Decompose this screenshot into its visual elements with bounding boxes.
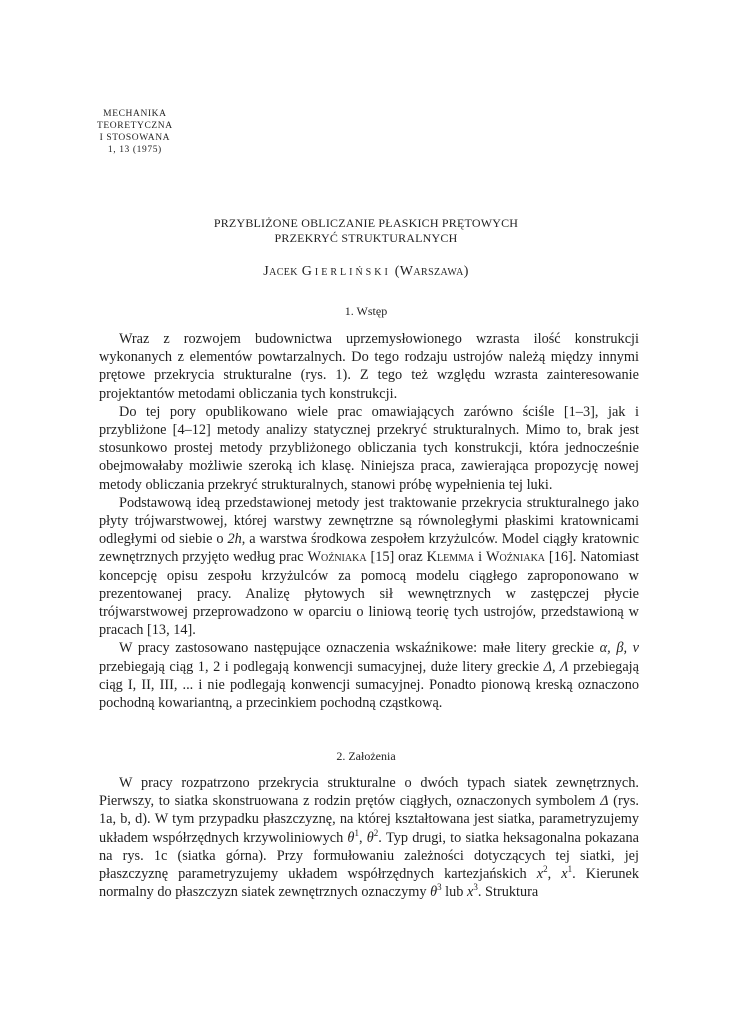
p5-comma: , xyxy=(358,829,367,846)
p5-x-2-sup: 2 xyxy=(543,864,548,875)
paragraph-1: Wraz z rozwojem budownictwa uprzemysłowionego wzrasta ilość konstrukcji wykonanych z elementów powtarzalnych. Do tego rodzaju ustrojów należą między innymi prętowe przekrycia strukturalne (rys. 1). Z tego też względu wzrasta zainteresowanie projektantów metodami obliczania tych konstrukcji. xyxy=(99,331,639,402)
p5-or: lub xyxy=(441,884,468,901)
p3-text-b: , a warstwa środkowa zespołem krzyżulców. Model ciągły kratownic zewnętrznych przyjęto według prac xyxy=(99,531,639,566)
paragraph-3 xyxy=(99,494,639,640)
author-first-name: Jacek xyxy=(263,264,298,279)
journal-name-line2: TEORETYCZNA xyxy=(97,121,173,131)
p3-and: i xyxy=(474,549,486,566)
p5-x-1-sup: 1 xyxy=(567,864,573,875)
p3-ref-15: [15] oraz xyxy=(366,549,427,566)
p5-theta-3-sup: 3 xyxy=(437,882,442,893)
p5-text-c: . Typ drugi, to siatka heksagonalna pokazana na rys. 1c (siatka górna). Przy formułowaniu zależności dotyczących tej siatki, jej płaszczyznę parametryzujemy układem współrzędnych kartezjańskich xyxy=(99,829,639,883)
paragraph-4 xyxy=(99,639,639,712)
p3-text-a: Podstawową ideą przedstawionej metody jest traktowanie przekrycia strukturalnego jako płyty trójwarstwowej, której warstwy zewnętrzne są równoległymi płaskimi kratownicami odległymi od siebie o xyxy=(99,494,639,548)
p4-capital-indices: Δ, Λ xyxy=(543,658,569,675)
p5-theta-2: θ xyxy=(366,829,374,846)
p5-comma-2: , xyxy=(547,866,562,883)
p3-author-wozniak: Woźniaka xyxy=(307,549,367,566)
p5-x-1: x xyxy=(561,866,568,883)
paragraph-5 xyxy=(99,774,639,901)
p3-author-wozniak-2: Woźniaka xyxy=(485,549,546,566)
p4-text-b: przebiegają ciąg 1, 2 i podlegają konwencji sumacyjnej, duże litery greckie xyxy=(99,658,544,675)
paper-title xyxy=(0,216,732,246)
p4-greek-indices: α, β, ν xyxy=(599,640,639,657)
section-1-heading: 1. Wstęp xyxy=(344,304,388,318)
p5-text-e: . Struktura xyxy=(477,884,539,901)
p5-theta-3: θ xyxy=(430,884,438,901)
p5-text-d: . Kierunek normalny do płaszczyzn siatek zewnętrznych oznaczymy xyxy=(99,866,639,901)
p3-text-c: [16]. Natomiast koncepcję opisu zespołu krzyżulców za pomocą modelu ciągłego zaproponowano w prezentowanej pracy. Analizę płytowych sił wewnętrznych w zastępczej płycie trójwarstwowej przeprowadzono w oparciu o liniową teorię tych ustrojów, przedstawioną w pracach [13, 14]. xyxy=(99,549,639,639)
p5-theta-2-sup: 2 xyxy=(373,827,379,838)
p5-text-b: (rys. 1a, b, d). W tym przypadku płaszczyznę, na której kształtowana jest siatka, parametryzujemy układem współrzędnych krzywoliniowych xyxy=(99,793,639,846)
section-2-heading: 2. Założenia xyxy=(336,749,396,763)
title-line2: PRZEKRYĆ STRUKTURALNYCH xyxy=(274,231,458,245)
p5-x-3-sup: 3 xyxy=(473,882,478,893)
p5-text-a: W pracy rozpatrzono przekrycia strukturalne o dwóch typach siatek zewnętrznych. Pierwszy, to siatka skonstruowana z rodzin prętów ciągłych, oznaczonych symbolem xyxy=(99,775,639,810)
author-affiliation: (Warszawa) xyxy=(394,264,469,279)
p3-symbol-h: 2h xyxy=(227,531,242,548)
title-line1: PRZYBLIŻONE OBLICZANIE PŁASKICH PRĘTOWYCH xyxy=(213,216,519,230)
p4-text-a: W pracy zastosowano następujące oznaczenia wskaźnikowe: małe litery greckie xyxy=(119,640,600,657)
p5-x-2: x xyxy=(536,866,544,883)
journal-name-line3: I STOSOWANA xyxy=(99,133,171,143)
p4-text-c: przebiegają ciąg I, II, III, ... i nie podlegają konwencji sumacyjnej. Ponadto pionową kreską oznaczono pochodną kowariantną, a przecinkiem pochodną cząstkową. xyxy=(99,658,639,712)
p5-symbol-delta: Δ xyxy=(600,793,609,810)
author-line xyxy=(0,264,732,280)
section-1-body xyxy=(99,330,639,712)
p5-x-3: x xyxy=(467,884,474,901)
p5-theta-1: θ xyxy=(347,829,355,846)
section-2-body xyxy=(99,774,639,901)
author-last-name: Gierliński xyxy=(301,264,391,279)
p3-author-klemm: Klemma xyxy=(426,549,475,566)
journal-issue: 1, 13 (1975) xyxy=(107,145,162,155)
paragraph-2: Do tej pory opublikowano wiele prac omawiających zarówno ściśle [1–3], jak i przybliżone [4–12] metody analizy statycznej przekryć strukturalnych. Mimo to, brak jest stosunkowo prostej metody przybliżonego obliczania tych konstrukcji, która jednocześnie obejmowałaby możliwie szeroką ich klasę. Niniejsza praca, zawierająca propozycję nowej metody obliczania przekryć strukturalnych, stanowi próbę wypełnienia tej luki. xyxy=(99,403,639,493)
p5-theta-1-sup: 1 xyxy=(354,827,359,838)
journal-name-line1: MECHANIKA xyxy=(103,109,167,119)
journal-info xyxy=(97,108,173,156)
